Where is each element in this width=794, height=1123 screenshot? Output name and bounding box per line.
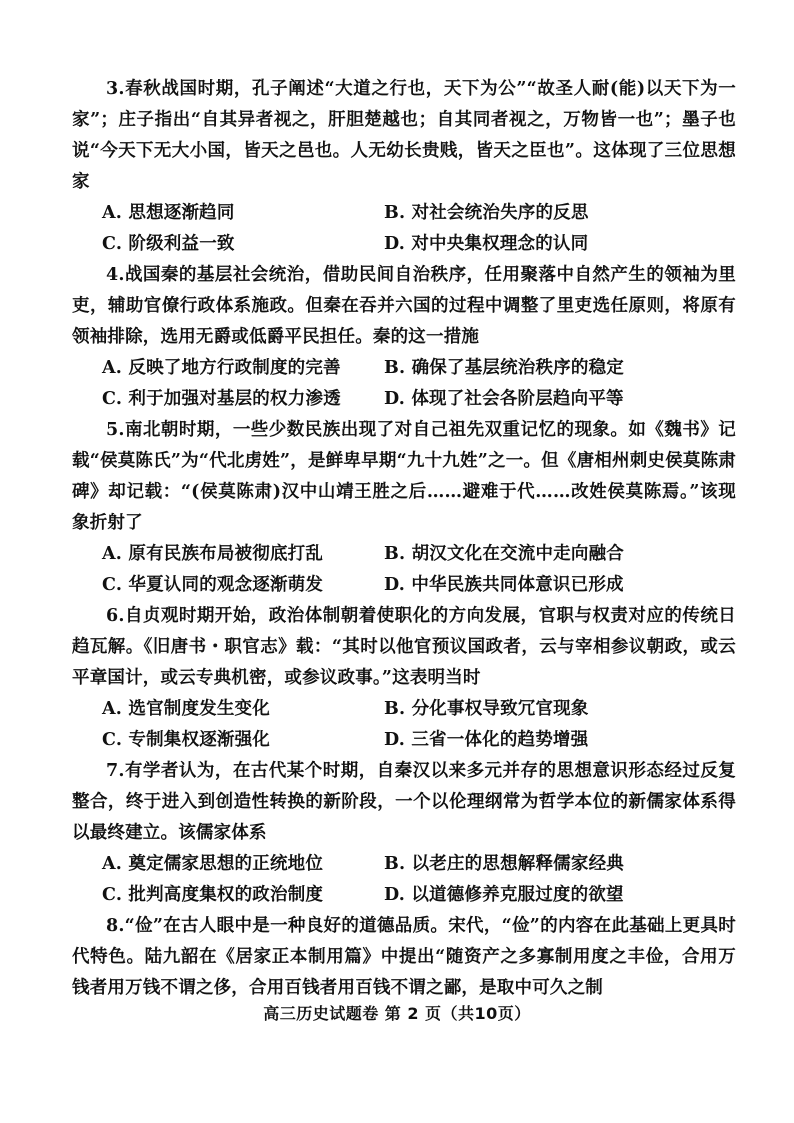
option-c: C. 批判高度集权的政治制度 — [102, 885, 324, 905]
option-d: D. 三省一体化的趋势增强 — [384, 730, 589, 750]
option-d: D. 对中央集权理念的认同 — [384, 234, 589, 254]
option-group — [102, 353, 736, 415]
question-stem: 4.战国秦的基层社会统治，借助民间自治秩序，任用聚落中自然产生的领袖为里吏，辅助官僚行政体系施政。但秦在吞并六国的过程中调整了里吏选任原则，将原有领袖排除，选用无爵或低爵平民担任。秦的这一措施 — [72, 265, 736, 347]
question-stem: 5.南北朝时期，一些少数民族出现了对自己祖先双重记忆的现象。如《魏书》记载“侯莫陈氏”为“代北虏姓”，是鲜卑早期“九十九姓”之一。但《唐相州刺史侯莫陈肃碑》却记载：“(侯莫陈肃)汉中山靖王胜之后……避难于代……改姓侯莫陈焉。”该现象折射了 — [72, 420, 736, 533]
question-stem: 6.自贞观时期开始，政治体制朝着使职化的方向发展，官职与权责对应的传统日趋瓦解。《旧唐书・职官志》载：“其时以他官预议国政者，云与宰相参议朝政，或云平章国计，或云专典机密，或参议政事。”这表明当时 — [72, 606, 736, 688]
question-4 — [72, 260, 736, 415]
option-d: D. 以道德修养克服过度的欲望 — [384, 885, 624, 905]
option-b: B. 对社会统治失序的反思 — [384, 203, 589, 223]
question-stem: 7.有学者认为，在古代某个时期，自秦汉以来多元并存的思想意识形态经过反复整合，终于进入到创造性转换的新阶段，一个以伦理纲常为哲学本位的新儒家体系得以最终建立。该儒家体系 — [72, 761, 736, 843]
page-footer: 高三历史试题卷 第 2 页（共10页） — [263, 1004, 531, 1023]
question-8 — [72, 911, 736, 1004]
option-group — [102, 198, 736, 260]
question-7 — [72, 756, 736, 911]
question-list — [72, 74, 736, 1004]
question-5 — [72, 415, 736, 601]
question-3 — [72, 74, 736, 260]
option-a: A. 原有民族布局被彻底打乱 — [102, 544, 324, 564]
option-a: A. 反映了地方行政制度的完善 — [102, 358, 341, 378]
option-b: B. 胡汉文化在交流中走向融合 — [384, 544, 624, 564]
option-b: B. 以老庄的思想解释儒家经典 — [384, 854, 624, 874]
option-c: C. 阶级利益一致 — [102, 234, 235, 254]
option-a: A. 思想逐渐趋同 — [102, 203, 235, 223]
option-a: A. 选官制度发生变化 — [102, 699, 270, 719]
question-6 — [72, 601, 736, 756]
option-c: C. 专制集权逐渐强化 — [102, 730, 271, 750]
option-d: D. 中华民族共同体意识已形成 — [384, 575, 624, 595]
option-c: C. 华夏认同的观念逐渐萌发 — [102, 575, 324, 595]
option-d: D. 体现了社会各阶层趋向平等 — [384, 389, 624, 409]
question-stem: 8.“俭”在古人眼中是一种良好的道德品质。宋代，“俭”的内容在此基础上更具时代特色。陆九韶在《居家正本制用篇》中提出“随资产之多寡制用度之丰俭，合用万钱者用万钱不谓之侈，合用百钱者用百钱不谓之鄙，是取中可久之制 — [72, 916, 736, 998]
option-b: B. 分化事权导致冗官现象 — [384, 699, 589, 719]
option-c: C. 利于加强对基层的权力渗透 — [102, 389, 341, 409]
option-group — [102, 539, 736, 601]
option-group — [102, 694, 736, 756]
question-stem: 3.春秋战国时期，孔子阐述“大道之行也，天下为公”“故圣人耐(能)以天下为一家”；庄子指出“自其异者视之，肝胆楚越也；自其同者视之，万物皆一也”；墨子也说“今天下无大小国，皆天之邑也。人无幼长贵贱，皆天之臣也”。这体现了三位思想家 — [72, 79, 736, 192]
option-b: B. 确保了基层统治秩序的稳定 — [384, 358, 624, 378]
option-a: A. 奠定儒家思想的正统地位 — [102, 854, 324, 874]
option-group — [102, 849, 736, 911]
